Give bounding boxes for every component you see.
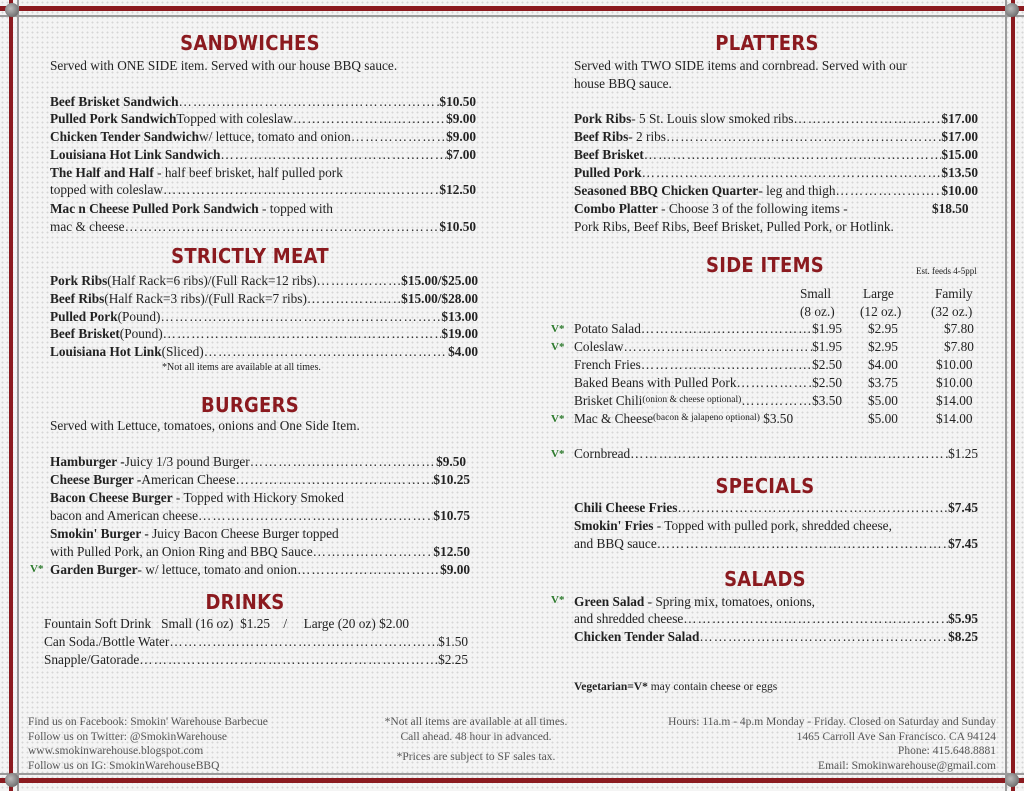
menu-item: Chicken Tender Sandwich w/ lettuce, tomato and onion …………………………………………………………………………………………………………………… $9.00 [50, 128, 476, 145]
menu-item: Beef Ribs - 2 ribs …………………………………………………………………………………………………………………… $17.00 [574, 128, 978, 145]
column-header-family: Family [935, 286, 973, 301]
side-price-family: $10.00 [936, 357, 973, 372]
platters-intro: house BBQ sauce. [574, 76, 672, 91]
column-header-large-oz: (12 oz.) [860, 304, 902, 319]
vegetarian-legend: Vegetarian=V* may contain cheese or eggs [574, 681, 778, 693]
footer-notes [368, 715, 584, 765]
menu-item-name: Combo Platter - Choose 3 of the following items - [574, 201, 848, 216]
side-item-row: Brisket Chili (onion & cheese optional) …………………………………………………………………………………………………………………… $3.50 [574, 392, 842, 409]
side-item-row: Mac & Cheese (bacon & jalapeno optional) $3.50 [574, 411, 794, 426]
menu-item: Chili Cheese Fries …………………………………………………………………………………………………………………… $7.45 [574, 499, 978, 516]
menu-item: topped with coleslaw …………………………………………………………………………………………………………………… $12.50 [50, 181, 476, 198]
feeds-note: Est. feeds 4-5ppl [916, 266, 977, 276]
corner-rivet-icon [5, 773, 19, 787]
vegetarian-badge: V* [551, 594, 565, 606]
salads-heading: SALADS [724, 567, 806, 591]
corner-rivet-icon [1005, 3, 1019, 17]
column-header-small-oz: (8 oz.) [800, 304, 835, 319]
side-price-family: $14.00 [936, 411, 973, 426]
menu-item-name: Bacon Cheese Burger - Topped with Hickory Smoked [50, 490, 344, 505]
menu-item: Beef Brisket (Pound) …………………………………………………………………………………………………………………… $19.00 [50, 325, 478, 342]
menu-item: Snapple/Gatorade …………………………………………………………………………………………………………………… $2.25 [44, 651, 468, 668]
side-price-family: $7.80 [944, 339, 974, 354]
column-header-family-oz: (32 oz.) [931, 304, 973, 319]
menu-item-name: Green Salad - Spring mix, tomatoes, onions, [574, 594, 815, 609]
platters-heading: PLATTERS [715, 31, 819, 55]
side-price-large: $4.00 [868, 357, 898, 372]
phone: Phone: 415.648.8881 [897, 745, 996, 757]
menu-item: Beef Ribs (Half Rack=3 ribs)/(Full Rack=7 ribs) …………………………………………………………………………………………………………………… $15.00/$28.00 [50, 290, 478, 307]
menu-item-name: Mac n Cheese Pulled Pork Sandwich - topped with [50, 201, 333, 216]
menu-item: Cheese Burger - American Cheese …………………………………………………………………………………………………………………… $10.25 [50, 471, 470, 488]
side-price-large: $2.95 [868, 339, 898, 354]
menu-item: Louisiana Hot Link Sandwich …………………………………………………………………………………………………………………… $7.00 [50, 146, 476, 163]
strictly-meat-heading: STRICTLY MEAT [171, 244, 329, 268]
combo-options: Pork Ribs, Beef Ribs, Beef Brisket, Pulled Pork, or Hotlink. [574, 219, 894, 234]
side-item-row: Potato Salad …………………………………………………………………………………………………………………… $1.95 [574, 320, 842, 337]
footer-contact [668, 715, 996, 773]
side-price-family: $7.80 [944, 321, 974, 336]
call-ahead-note: Call ahead. 48 hour in advanced. [400, 730, 552, 743]
side-price-large: $2.95 [868, 321, 898, 336]
menu-item-price: $18.50 [932, 201, 969, 216]
side-item-row: French Fries …………………………………………………………………………………………………………………… $2.50 [574, 356, 842, 373]
corner-rivet-icon [5, 3, 19, 17]
tax-note: *Prices are subject to SF sales tax. [396, 751, 556, 763]
menu-item: mac & cheese …………………………………………………………………………………………………………………… $10.50 [50, 218, 476, 235]
address: 1465 Carroll Ave San Francisco. CA 94124 [796, 730, 996, 743]
menu-item: bacon and American cheese …………………………………………………………………………………………………………………… $10.75 [50, 507, 470, 524]
vegetarian-badge: V* [551, 413, 565, 425]
menu-item: Hamburger - Juicy 1/3 pound Burger …………………………………………………………………………………………………………………… $9.50 [50, 453, 466, 470]
sandwiches-heading: SANDWICHES [180, 31, 320, 55]
availability-note: *Not all items are available at all times. [384, 716, 568, 728]
side-price-large: $3.75 [868, 375, 898, 390]
side-price-large: $5.00 [868, 393, 898, 408]
sandwiches-intro: Served with ONE SIDE item. Served with our house BBQ sauce. [50, 58, 398, 73]
side-price-large: $5.00 [868, 411, 898, 426]
corner-rivet-icon [1005, 773, 1019, 787]
burgers-intro: Served with Lettuce, tomatoes, onions and One Side Item. [50, 418, 360, 433]
email-link[interactable]: Email: Smokinwarehouse@gmail.com [818, 759, 996, 772]
menu-item: Garden Burger - w/ lettuce, tomato and onion …………………………………………………………………………………………………………………… $9.00 [50, 561, 470, 578]
specials-heading: SPECIALS [715, 474, 815, 498]
side-price-family: $10.00 [936, 375, 973, 390]
menu-item-name: Smokin' Burger - Juicy Bacon Cheese Burger topped [50, 526, 339, 541]
menu-item: Pulled Pork …………………………………………………………………………………………………………………… $13.50 [574, 164, 978, 181]
column-header-large: Large [863, 286, 894, 301]
menu-item: Pork Ribs (Half Rack=6 ribs)/(Full Rack=12 ribs) …………………………………………………………………………………………………………………… $15.00/$25.00 [50, 272, 478, 289]
side-item-row: Coleslaw …………………………………………………………………………………………………………………… $1.95 [574, 338, 842, 355]
menu-item: Seasoned BBQ Chicken Quarter - leg and thigh …………………………………………………………………………………………………………………… $10.00 [574, 182, 978, 199]
fountain-drink-line: Fountain Soft Drink Small (16 oz) $1.25 / Large (20 oz) $2.00 [44, 616, 410, 631]
side-item-row: Baked Beans with Pulled Pork …………………………………………………………………………………………………………………… $2.50 [574, 374, 842, 391]
menu-item: Chicken Tender Salad …………………………………………………………………………………………………………………… $8.25 [574, 628, 978, 645]
menu-item-name: Smokin' Fries - Topped with pulled pork, shredded cheese, [574, 518, 892, 533]
website-link[interactable]: www.smokinwarehouse.blogspot.com [28, 745, 204, 757]
business-hours: Hours: 11a.m - 4p.m Monday - Friday. Closed on Saturday and Sunday [668, 716, 996, 728]
twitter-link[interactable]: Follow us on Twitter: @SmokinWarehouse [28, 730, 228, 743]
side-item-row: Cornbread …………………………………………………………………………………………………………………… $1.25 [574, 445, 978, 462]
menu-item: Can Soda./Bottle Water …………………………………………………………………………………………………………………… $1.50 [44, 633, 468, 650]
vegetarian-badge: V* [551, 323, 565, 335]
menu-item: Pulled Pork Sandwich Topped with coleslaw …………………………………………………………………………………………………………………… $9.00 [50, 110, 476, 127]
availability-note: *Not all items are available at all times. [162, 362, 321, 373]
platters-intro: Served with TWO SIDE items and cornbread. Served with our [574, 58, 907, 73]
menu-item: with Pulled Pork, an Onion Ring and BBQ Sauce …………………………………………………………………………………………………………………… $12.50 [50, 543, 470, 560]
footer-social [28, 715, 268, 773]
vegetarian-badge: V* [551, 341, 565, 353]
menu-item-name: The Half and Half - half beef brisket, half pulled pork [50, 165, 343, 180]
burgers-heading: BURGERS [201, 393, 299, 417]
menu-item: and shredded cheese …………………………………………………………………………………………………………………… $5.95 [574, 610, 978, 627]
column-header-small: Small [800, 286, 832, 301]
vegetarian-badge: V* [30, 563, 44, 575]
vegetarian-badge: V* [551, 448, 565, 460]
menu-item: Beef Brisket Sandwich …………………………………………………………………………………………………………………… $10.50 [50, 93, 476, 110]
side-price-family: $14.00 [936, 393, 973, 408]
menu-item: Louisiana Hot Link (Sliced) …………………………………………………………………………………………………………………… $4.00 [50, 343, 478, 360]
instagram-link[interactable]: Follow us on IG: SmokinWarehouseBBQ [28, 759, 220, 772]
menu-item: and BBQ sauce …………………………………………………………………………………………………………………… $7.45 [574, 535, 978, 552]
facebook-link[interactable]: Find us on Facebook: Smokin' Warehouse Barbecue [28, 716, 268, 728]
menu-item: Pulled Pork (Pound) …………………………………………………………………………………………………………………… $13.00 [50, 308, 478, 325]
drinks-heading: DRINKS [205, 590, 285, 614]
menu-item: Beef Brisket …………………………………………………………………………………………………………………… $15.00 [574, 146, 978, 163]
side-items-heading: SIDE ITEMS [705, 253, 825, 277]
menu-item: Pork Ribs - 5 St. Louis slow smoked ribs …………………………………………………………………………………………………………………… $17.00 [574, 110, 978, 127]
